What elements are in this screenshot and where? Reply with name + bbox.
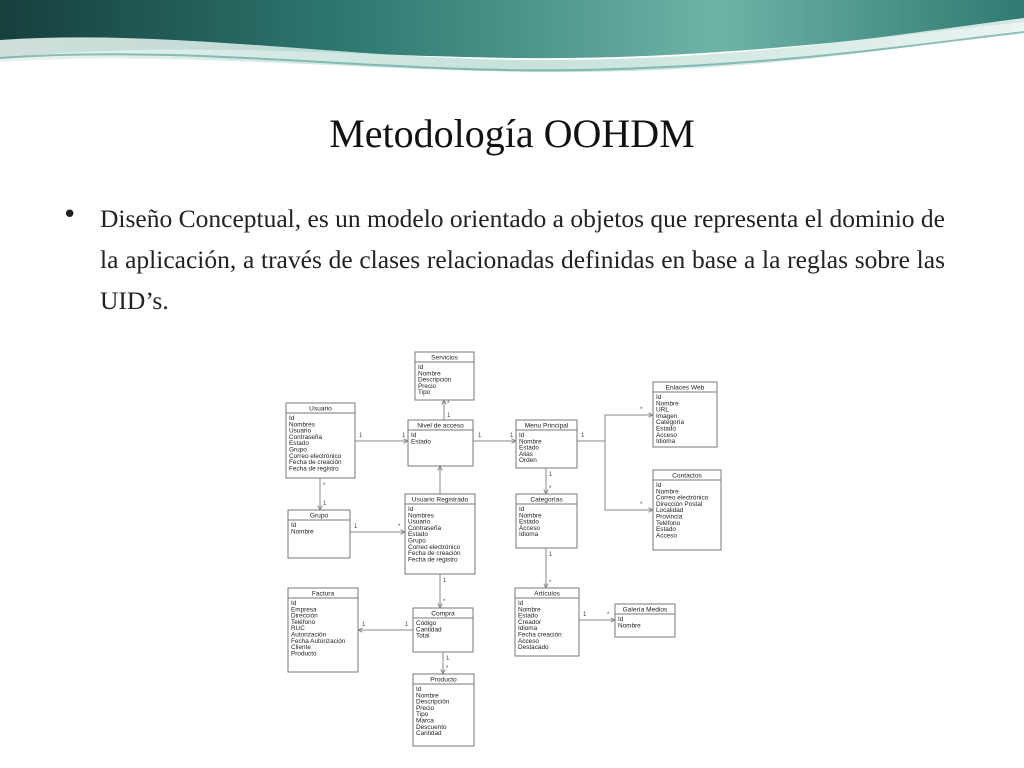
class-attribute: Id (656, 482, 662, 489)
multiplicity-label: * (398, 524, 401, 530)
multiplicity-label: 1 (359, 433, 363, 439)
class-attribute: Acceso (519, 524, 540, 532)
class-attribute: Precio (416, 704, 435, 712)
class-attribute: Acceso (656, 532, 677, 540)
class-attribute: Estado (656, 425, 676, 433)
class-attribute: Correo electrónico (289, 452, 342, 460)
multiplicity-label: 1 (354, 524, 358, 530)
class-attribute: Nombre (656, 400, 679, 408)
class-attribute: Cliente (291, 644, 311, 652)
class-attribute: Acceso (518, 637, 539, 645)
class-attribute: Grupo (289, 446, 307, 454)
multiplicity-label: 1 (581, 433, 585, 439)
class-attribute: Fecha de creación (408, 550, 461, 558)
multiplicity-label: 1 (323, 501, 327, 507)
class-name: Menu Principal (524, 422, 569, 430)
association-categorias-articulos (544, 548, 553, 588)
class-name: Usuario (309, 405, 332, 413)
class-attribute: Id (418, 364, 424, 371)
class-attribute: Teléfono (656, 519, 681, 527)
class-attribute: URL (656, 406, 669, 414)
slide-title: Metodología OOHDM (329, 111, 695, 156)
multiplicity-label: 1 (549, 552, 553, 558)
class-attribute: Provincia (656, 513, 683, 521)
class-attribute: Imagen (656, 412, 678, 420)
class-attribute: Descripción (418, 376, 452, 384)
class-box-ureg (405, 494, 475, 574)
class-box-servicios (415, 352, 474, 400)
class-attribute: Estado (408, 531, 428, 539)
class-box-enlaces (653, 382, 717, 447)
class-attribute: Nombre (519, 438, 542, 446)
association-usuario-grupo (318, 478, 327, 510)
class-attribute: Id (519, 432, 525, 439)
multiplicity-label: 1 (478, 433, 482, 439)
association-ureg-compra (438, 574, 447, 608)
class-attribute: Id (518, 600, 524, 607)
class-attribute: Idioma (656, 438, 676, 446)
class-box-galeria (615, 604, 675, 637)
class-attribute: Id (291, 600, 297, 607)
class-box-nivel (408, 420, 473, 466)
class-attribute: Estado (519, 518, 539, 526)
association-line (605, 441, 653, 510)
class-box-grupo (288, 510, 350, 558)
class-attribute: Creador (518, 618, 542, 626)
class-attribute: Idioma (519, 531, 539, 539)
class-attribute: Nombre (519, 512, 542, 520)
class-name: Contactos (672, 472, 702, 480)
class-attribute: Orden (519, 457, 537, 465)
class-attribute: Id (416, 686, 422, 693)
association-line (577, 415, 653, 441)
class-box-menu (516, 420, 577, 468)
class-attribute: Nombre (618, 622, 641, 630)
class-attribute: Descuento (416, 723, 447, 731)
multiplicity-label: 1 (583, 612, 587, 618)
class-attribute: Descripción (416, 698, 450, 706)
class-box-compra (413, 608, 473, 652)
class-attribute: Destacado (518, 644, 549, 652)
class-attribute: Teléfono (291, 618, 316, 626)
class-attribute: Estado (656, 526, 676, 534)
multiplicity-label: * (549, 486, 552, 492)
class-attribute: Id (289, 415, 295, 422)
multiplicity-label: 1 (443, 578, 447, 584)
multiplicity-label: * (549, 580, 552, 586)
class-attribute: Estado (411, 438, 431, 446)
association-articulos-galeria (579, 612, 615, 622)
class-attribute: Id (519, 506, 525, 513)
class-box-factura (288, 588, 358, 672)
class-name: Usuario Registrado (411, 496, 469, 504)
multiplicity-label: * (607, 612, 610, 618)
class-attribute: Fecha Autorización (291, 637, 346, 645)
class-attribute: Usuario (408, 518, 431, 526)
class-name: Categorías (530, 496, 563, 504)
class-attribute: Localidad (656, 507, 684, 515)
association-menu-contactos (605, 441, 653, 512)
class-attribute: Nombre (518, 606, 541, 614)
class-attribute: Nombres (289, 421, 315, 429)
class-box-contactos (653, 470, 721, 550)
class-attribute: Cantidad (416, 626, 442, 634)
class-box-categorias (516, 494, 577, 548)
class-box-articulos (515, 588, 579, 656)
class-attribute: Contraseña (289, 433, 323, 441)
association-nivel-menu (473, 433, 516, 443)
class-name: Producto (430, 676, 457, 684)
class-attribute: Empresa (291, 606, 317, 614)
class-attribute: Nombre (656, 488, 679, 496)
association-compra-factura (358, 622, 413, 632)
multiplicity-label: 1 (402, 433, 406, 439)
class-name: Nivel de acceso (417, 422, 464, 430)
class-attribute: Precio (418, 382, 437, 390)
multiplicity-label: 1 (405, 622, 409, 628)
class-attribute: Fecha creación (518, 631, 562, 639)
class-attribute: RUC (291, 625, 305, 633)
class-attribute: Id (411, 432, 417, 439)
class-attribute: Fecha de registro (289, 465, 339, 473)
association-grupo-ureg (350, 524, 405, 534)
class-attribute: Estado (289, 440, 309, 448)
class-attribute: Categoría (656, 419, 685, 427)
class-attribute: Dirección Postal (656, 500, 703, 508)
class-attribute: Id (618, 616, 624, 623)
class-attribute: Id (656, 394, 662, 401)
class-attribute: Producto (291, 650, 317, 658)
class-attribute: Contraseña (408, 524, 442, 532)
class-name: Factura (311, 590, 335, 598)
multiplicity-label: * (640, 502, 643, 508)
class-name: Enlaces Web (665, 384, 705, 392)
class-attribute: Grupo (408, 537, 426, 545)
class-attribute: Cantidad (416, 730, 442, 738)
class-name: Artículos (534, 590, 560, 598)
class-attribute: Nombre (418, 370, 441, 378)
class-attribute: Acceso (656, 431, 677, 439)
class-attribute: Estado (519, 444, 539, 452)
class-attribute: Nombres (408, 512, 434, 520)
association-usuario-nivel (355, 433, 408, 443)
class-name: Grupo (309, 512, 329, 520)
bullet-marker: • (62, 200, 78, 230)
class-attribute: Marca (416, 717, 434, 725)
multiplicity-label: 1 (510, 433, 514, 439)
class-box-producto (413, 674, 474, 746)
association-compra-producto (441, 652, 450, 674)
association-menu-enlaces (577, 407, 653, 441)
class-attribute: Fecha de registro (408, 556, 458, 564)
multiplicity-label: * (443, 599, 446, 605)
class-name: Servicios (431, 354, 458, 362)
class-name: Compra (431, 610, 455, 618)
multiplicity-label: 1 (447, 413, 451, 419)
class-attribute: Autorización (291, 631, 327, 639)
class-attribute: Usuario (289, 427, 312, 435)
class-attribute: Idioma (518, 625, 538, 633)
class-name: Galería Medios (622, 606, 668, 614)
multiplicity-label: 1 (549, 472, 553, 478)
multiplicity-label: * (640, 407, 643, 413)
association-ureg-nivel (438, 466, 442, 494)
class-attribute: Id (291, 522, 297, 529)
class-box-usuario (286, 403, 355, 478)
association-nivel-servicios (442, 400, 451, 420)
class-attribute: Nombre (291, 528, 314, 536)
class-attribute: Total (416, 632, 430, 640)
bullet-paragraph: Diseño Conceptual, es un modelo orientado a objetos que representa el dominio de la aplicación, a través de clases relacionadas definidas en base a la reglas sobre las UID’s. (100, 204, 945, 315)
multiplicity-label: * (446, 666, 449, 672)
multiplicity-label: 1 (362, 622, 366, 628)
class-attribute: Correo electrónico (408, 543, 461, 551)
class-attribute: Id (408, 506, 414, 513)
class-attribute: Código (416, 620, 437, 627)
class-attribute: Nombre (416, 692, 439, 700)
multiplicity-label: 1 (446, 656, 450, 662)
multiplicity-label: * (323, 483, 326, 489)
class-attribute: Dirección (291, 612, 318, 620)
class-attribute: Fecha de creación (289, 459, 342, 467)
class-attribute: Tipo (418, 389, 431, 397)
class-attribute: Estado (518, 612, 538, 620)
class-attribute: Correo electrónico (656, 494, 709, 502)
class-attribute: Tipo (416, 711, 429, 719)
class-attribute: Alias (519, 450, 533, 458)
association-menu-categorias (544, 468, 553, 494)
multiplicity-label: * (447, 401, 450, 407)
